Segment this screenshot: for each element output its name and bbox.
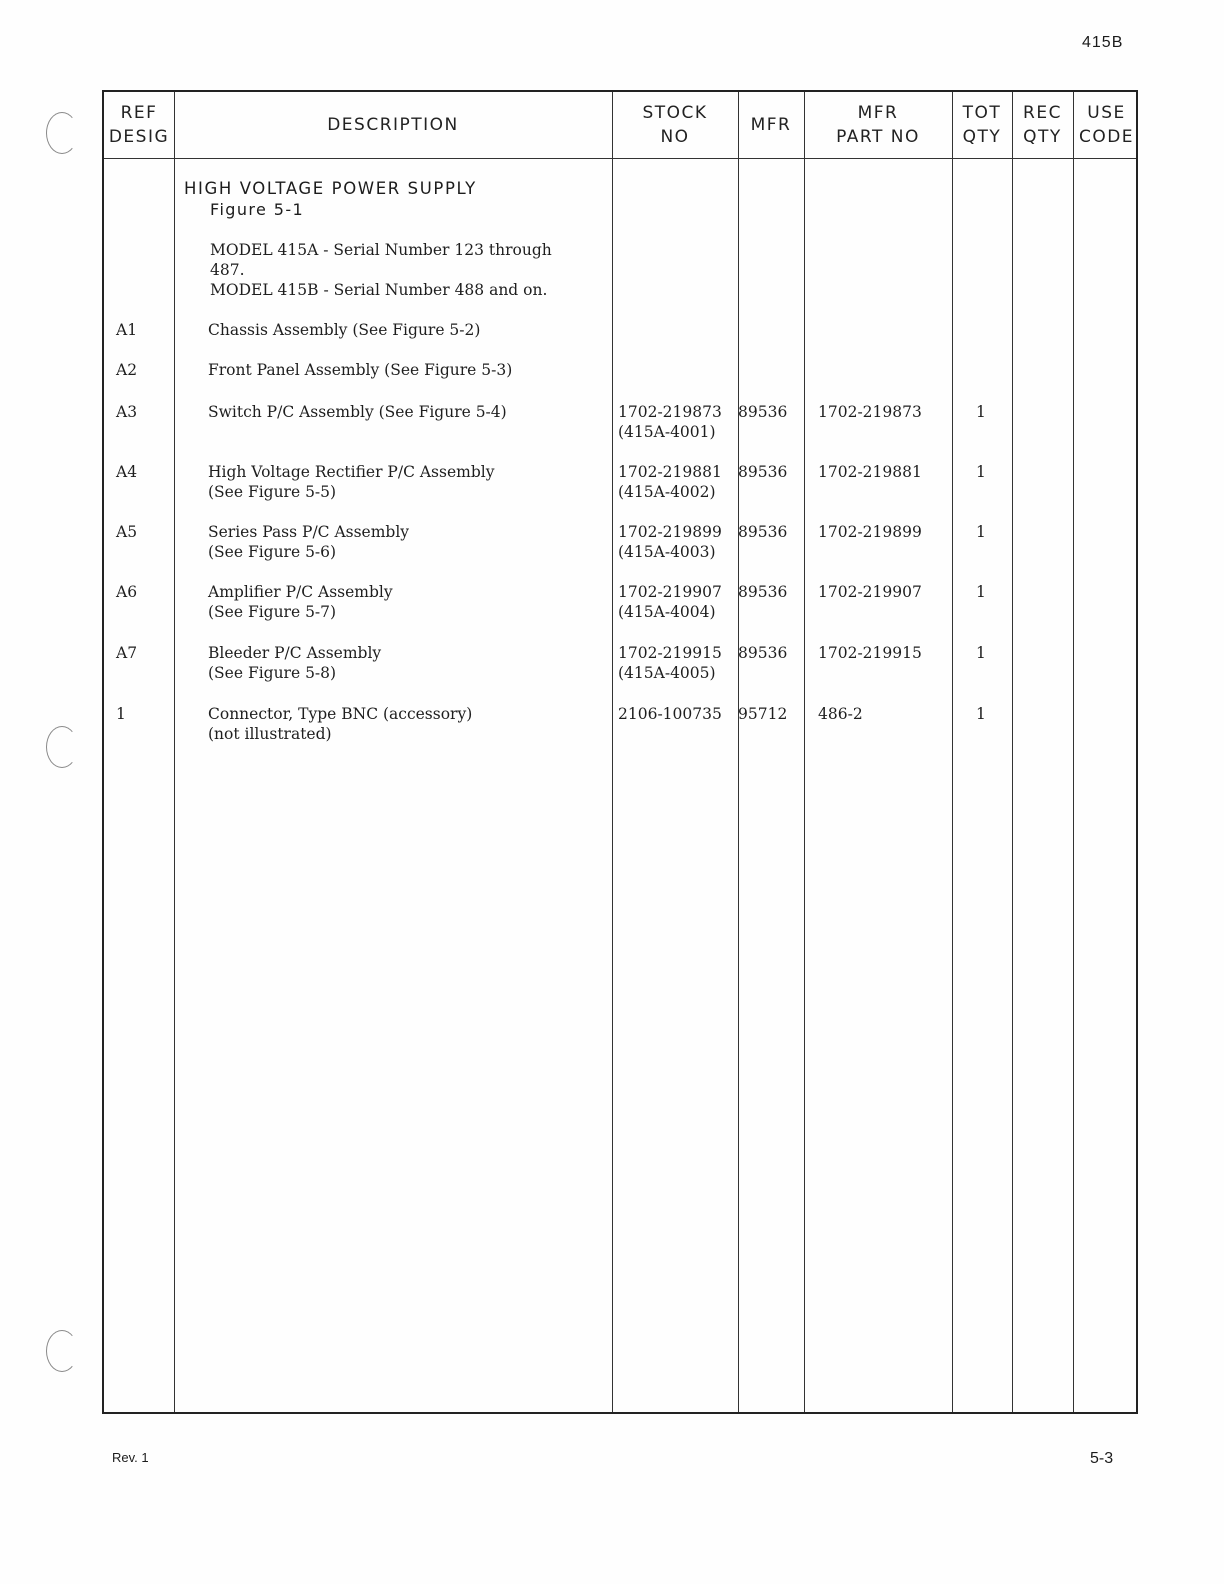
header-description: DESCRIPTION (327, 115, 459, 135)
ref-desig-cell: A5 (116, 523, 138, 541)
description-cell: Series Pass P/C Assembly (See Figure 5-6) (208, 523, 410, 561)
tot-qty-cell: 1 (976, 705, 986, 723)
mfr-code-cell: 89536 (738, 523, 788, 541)
description-cell: Bleeder P/C Assembly (See Figure 5-8) (208, 644, 382, 682)
ref-desig-cell: A4 (116, 463, 138, 481)
mfr-part-no-cell: 1702-219915 (818, 644, 922, 662)
ref-desig-cell: A6 (116, 583, 138, 601)
stock-no-cell: 1702-219907 (415A-4004) (618, 583, 722, 621)
header-ref-desig: REF DESIG (108, 103, 170, 147)
mfr-part-no-cell: 1702-219881 (818, 463, 922, 481)
binder-hole-top (46, 112, 78, 154)
mfr-part-no-cell: 1702-219899 (818, 523, 922, 541)
mfr-part-no-cell: 486-2 (818, 705, 863, 723)
model-note-415a: MODEL 415A - Serial Number 123 through 487. (210, 241, 552, 279)
page-number: 5-3 (1090, 1450, 1114, 1467)
ref-desig-cell: 1 (116, 705, 126, 723)
description-cell: Connector, Type BNC (accessory) (not illustrated) (208, 705, 473, 743)
binder-hole-middle (46, 726, 78, 768)
header-stock-no: STOCK NO (642, 103, 708, 147)
revision-label: Rev. 1 (112, 1450, 149, 1465)
mfr-code-cell: 89536 (738, 463, 788, 481)
mfr-code-cell: 95712 (738, 705, 788, 723)
tot-qty-cell: 1 (976, 523, 986, 541)
tot-qty-cell: 1 (976, 463, 986, 481)
tot-qty-cell: 1 (976, 403, 986, 421)
header-mfr-part-no: MFR PART NO (836, 103, 920, 147)
mfr-code-cell: 89536 (738, 403, 788, 421)
section-title: HIGH VOLTAGE POWER SUPPLY (184, 179, 477, 198)
header-use-code: USE CODE (1078, 103, 1135, 147)
description-cell: Chassis Assembly (See Figure 5-2) (208, 321, 481, 339)
tot-qty-cell: 1 (976, 644, 986, 662)
header-rec-qty: REC QTY (1023, 103, 1062, 147)
tot-qty-cell: 1 (976, 583, 986, 601)
stock-no-cell: 1702-219899 (415A-4003) (618, 523, 722, 561)
mfr-part-no-cell: 1702-219873 (818, 403, 922, 421)
description-cell: High Voltage Rectifier P/C Assembly (See Figure 5-5) (208, 463, 495, 501)
ref-desig-cell: A1 (116, 321, 138, 339)
header-mfr: MFR (750, 115, 792, 135)
description-cell: Switch P/C Assembly (See Figure 5-4) (208, 403, 507, 421)
parts-list-table (102, 90, 1138, 1414)
stock-no-cell: 1702-219873 (415A-4001) (618, 403, 722, 441)
mfr-code-cell: 89536 (738, 583, 788, 601)
stock-no-cell: 1702-219915 (415A-4005) (618, 644, 722, 682)
mfr-code-cell: 89536 (738, 644, 788, 662)
ref-desig-cell: A7 (116, 644, 138, 662)
binder-hole-bottom (46, 1330, 78, 1372)
mfr-part-no-cell: 1702-219907 (818, 583, 922, 601)
stock-no-cell: 1702-219881 (415A-4002) (618, 463, 722, 501)
description-cell: Front Panel Assembly (See Figure 5-3) (208, 361, 513, 379)
header-tot-qty: TOT QTY (962, 103, 1002, 147)
stock-no-cell: 2106-100735 (618, 705, 722, 723)
model-number: 415B (1082, 34, 1124, 51)
model-note-415b: MODEL 415B - Serial Number 488 and on. (210, 281, 548, 299)
section-figure-ref: Figure 5-1 (210, 200, 305, 219)
description-cell: Amplifier P/C Assembly (See Figure 5-7) (208, 583, 393, 621)
ref-desig-cell: A3 (116, 403, 138, 421)
ref-desig-cell: A2 (116, 361, 138, 379)
